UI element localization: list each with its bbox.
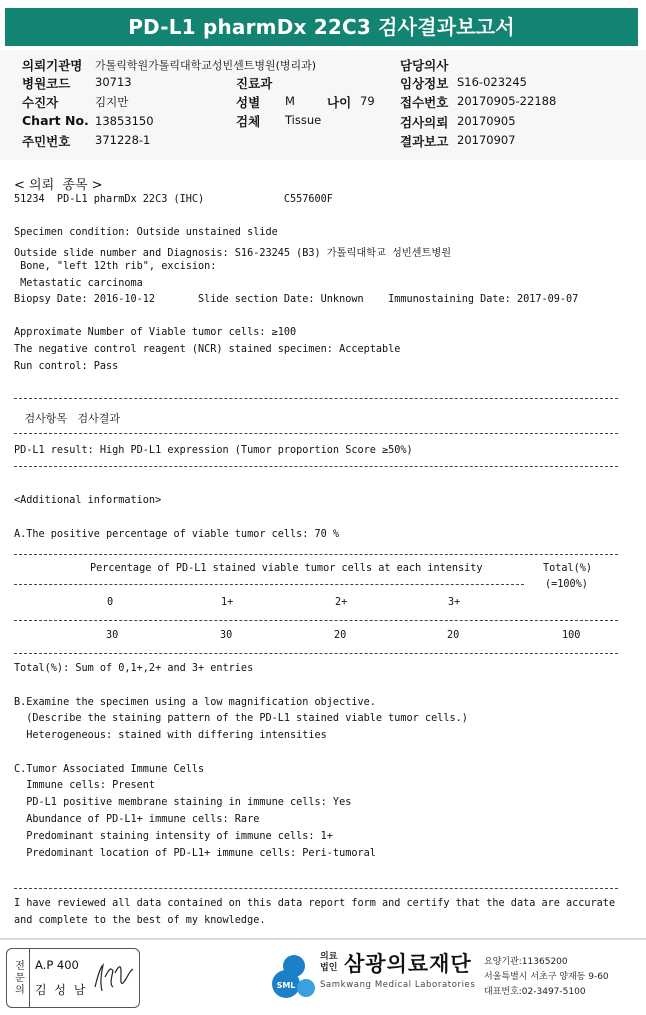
report-title: PD-L1 pharmDx 22C3 검사결과보고서 (5, 8, 638, 46)
receipt-no-label: 접수번호 (400, 95, 449, 110)
request-line: 51234 PD-L1 pharmDx 22C3 (IHC) C557600F (14, 194, 333, 205)
intensity-value-2plus: 20 (334, 630, 347, 641)
immune-abundance: Abundance of PD-L1+ immune cells: Rare (14, 814, 260, 825)
staining-pattern-header: B.Examine the specimen using a low magnification objective. (14, 697, 376, 708)
run-control: Run control: Pass (14, 361, 119, 372)
chart-no-value: 13853150 (95, 114, 154, 128)
pdl1-result: PD-L1 result: High PD-L1 expression (Tumor proportion Score ≥50%) (14, 445, 413, 456)
org-name: 삼광의료재단 (344, 952, 472, 976)
outside-slide: Outside slide number and Diagnosis: S16-23245 (B3) 가톨릭대학교 성빈센트병원 (14, 248, 452, 259)
signature-icon (91, 957, 137, 997)
report-header (0, 0, 646, 50)
report-date-value: 20170907 (457, 133, 516, 147)
divider (14, 888, 618, 889)
org-phone: 대표번호:02-3497-5100 (484, 987, 586, 997)
ap-number: A.P 400 (35, 958, 79, 972)
org-prefix-1: 의료 (320, 952, 338, 962)
intensity-value-1plus: 30 (220, 630, 233, 641)
dates-line: Biopsy Date: 2016-10-12 Slide section Date: Unknown Immunostaining Date: 2017-09-07 (14, 294, 579, 305)
ncr-result: The negative control reagent (NCR) stained specimen: Acceptable (14, 344, 401, 355)
resident-id-label: 주민번호 (22, 134, 71, 149)
sml-logo-icon (272, 950, 318, 1002)
report-footer (0, 938, 646, 1015)
immune-location: Predominant location of PD-L1+ immune cells: Peri-tumoral (14, 848, 376, 859)
intensity-total-value: 100 (562, 630, 581, 641)
divider (14, 554, 618, 555)
certification-line-2: and complete to the best of my knowledge. (14, 915, 266, 926)
intensity-header-1plus: 1+ (221, 597, 234, 608)
collector-value: 김지만 (95, 95, 129, 109)
intensity-table-total-sub: (=100%) (545, 579, 588, 590)
intensity-table-total-label: Total(%) (543, 563, 593, 574)
result-table-header: 검사항목 검사결과 (14, 412, 120, 425)
age-value: 79 (360, 94, 375, 108)
care-institution-no: 요양기관:11365200 (484, 957, 568, 967)
staining-pattern-result: Heterogeneous: stained with differing intensities (14, 730, 327, 741)
immune-cells-header: C.Tumor Associated Immune Cells (14, 764, 205, 775)
patient-info-panel (0, 50, 646, 161)
divider (14, 398, 618, 399)
dept-label: 진료과 (236, 76, 273, 91)
specimen-value: Tissue (285, 113, 322, 127)
immune-cells-present: Immune cells: Present (14, 780, 156, 791)
org-prefix-2: 법인 (320, 963, 338, 973)
hospital-code-value: 30713 (95, 75, 132, 89)
viable-cells: Approximate Number of Viable tumor cells: ≥100 (14, 327, 297, 338)
immune-intensity: Predominant staining intensity of immune cells: 1+ (14, 831, 333, 842)
divider (14, 620, 618, 621)
intensity-header-2plus: 2+ (335, 597, 348, 608)
certification-line-1: I have reviewed all data contained on this data report form and certify that the data are accurate (14, 898, 616, 909)
intensity-value-3plus: 20 (447, 630, 460, 641)
hospital-code-label: 병원코드 (22, 76, 71, 91)
specialist-label (7, 949, 30, 1007)
diagnosis: Metastatic carcinoma (14, 278, 143, 289)
report-date-label: 결과보고 (400, 134, 449, 149)
request-date-value: 20170905 (457, 114, 516, 128)
collector-label: 수진자 (22, 95, 59, 110)
divider (14, 466, 618, 467)
sex-label: 성별 (236, 95, 261, 110)
clinical-info-label: 임상정보 (400, 76, 449, 91)
positive-percentage: A.The positive percentage of viable tumor cells: 70 % (14, 529, 340, 540)
age-label: 나이 (327, 95, 352, 110)
institution-label: 의뢰기관명 (22, 58, 83, 73)
chart-no-label: Chart No. (22, 113, 89, 128)
intensity-header-0: 0 (107, 597, 114, 608)
logo-text: SML (276, 981, 296, 990)
request-date-label: 검사의뢰 (400, 115, 449, 130)
diagnosis-site: Bone, "left 12th rib", excision: (14, 261, 217, 272)
report-body (0, 160, 646, 935)
immune-membrane-staining: PD-L1 positive membrane staining in immune cells: Yes (14, 797, 352, 808)
intensity-header-3plus: 3+ (448, 597, 461, 608)
sex-value: M (285, 94, 295, 108)
additional-info-header: <Additional information> (14, 495, 162, 506)
resident-id-value: 371228-1 (95, 133, 151, 147)
specialist-name: 김 성 남 (35, 983, 88, 997)
intensity-value-0: 30 (106, 630, 119, 641)
divider (14, 433, 618, 434)
specialist-label-text: 전문의 (12, 960, 24, 996)
org-address: 서울특별시 서초구 양재동 9-60 (484, 972, 609, 982)
clinical-info-value: S16-023245 (457, 75, 527, 89)
staining-pattern-desc: (Describe the staining pattern of the PD-L1 stained viable tumor cells.) (14, 713, 468, 724)
specimen-label: 검체 (236, 114, 261, 129)
org-english-name: Samkwang Medical Laboratories (320, 980, 476, 990)
intensity-table-title: Percentage of PD-L1 stained viable tumor cells at each intensity (90, 563, 483, 574)
doctor-label: 담당의사 (400, 58, 449, 73)
total-note: Total(%): Sum of 0,1+,2+ and 3+ entries (14, 663, 254, 674)
org-prefix (320, 952, 337, 974)
signature-box (6, 948, 140, 1008)
specimen-condition: Specimen condition: Outside unstained slide (14, 227, 278, 238)
request-items-header: < 의뢰 종목 > (14, 178, 103, 193)
receipt-no-value: 20170905-22188 (457, 94, 557, 108)
divider (14, 653, 618, 654)
institution-value: 가톨릭학원가톨릭대학교성빈센트병원(병리과) (95, 59, 317, 72)
divider (14, 584, 524, 585)
